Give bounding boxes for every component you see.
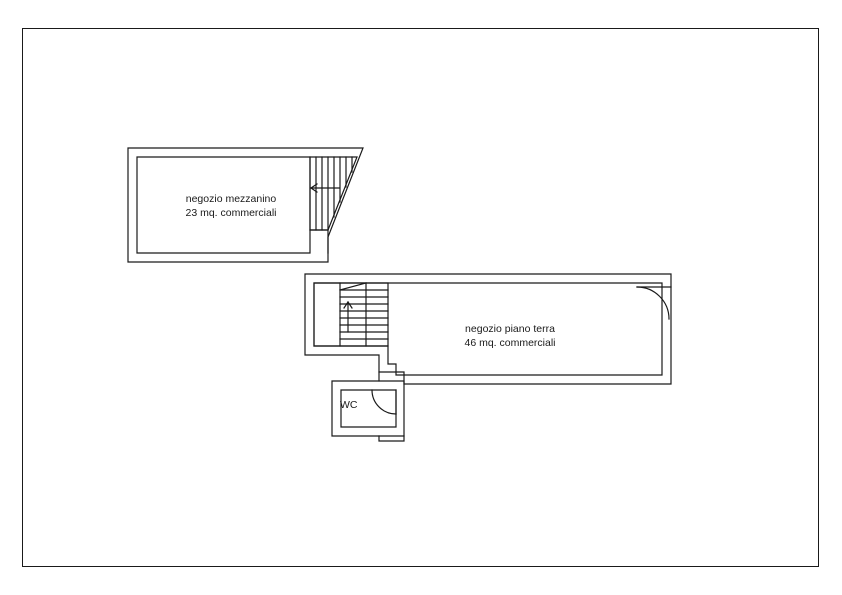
stair-ground bbox=[314, 283, 388, 346]
room-label-mezzanino bbox=[136, 192, 326, 220]
room-area-mezzanino: 23 mq. commerciali bbox=[185, 207, 277, 219]
direction-arrow-up-icon bbox=[344, 302, 352, 332]
door-swing-arc-icon bbox=[637, 287, 671, 319]
room-name-wc: WC bbox=[340, 399, 358, 411]
room-label-wc bbox=[340, 398, 380, 412]
direction-arrow-left-icon bbox=[311, 184, 339, 192]
room-name-piano-terra: negozio piano terra bbox=[465, 323, 555, 335]
wc-step-detail bbox=[379, 436, 404, 441]
room-name-mezzanino: negozio mezzanino bbox=[185, 193, 277, 205]
room-area-piano-terra: 46 mq. commerciali bbox=[464, 337, 556, 349]
room-label-piano-terra bbox=[410, 322, 610, 350]
